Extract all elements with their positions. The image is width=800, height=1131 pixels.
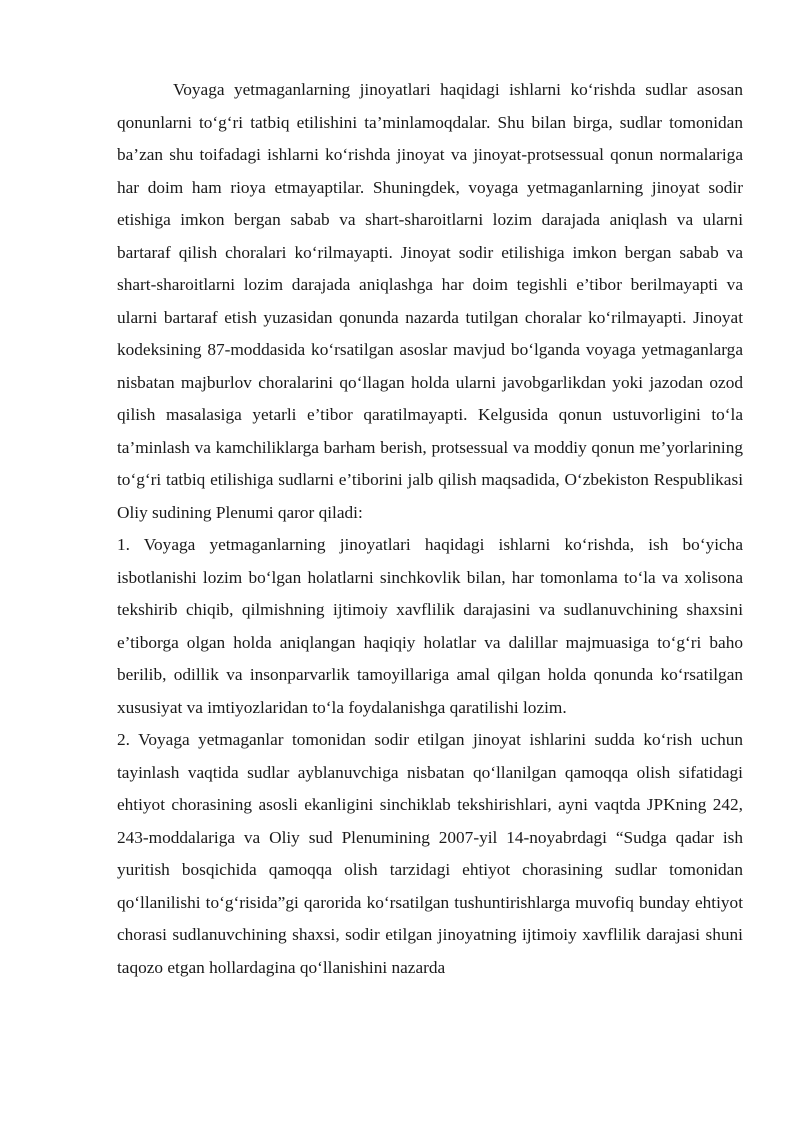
clause-1-paragraph: 1. Voyaga yetmaganlarning jinoyatlari haqidagi ishlarni ko‘rishda, ish bo‘yicha isbotlanishi lozim bo‘lgan holatlarni sinchkovlik bilan, har tomonlama to‘la va xolisona tekshirib chiqib, qilmishning ijtimoiy xavflilik darajasini va sudlanuvchining shaxsini e’tiborga olgan holda aniqlangan haqiqiy holatlar va dalillar majmuasiga to‘g‘ri baho berilib, odillik va insonparvarlik tamoyillariga amal qilgan holda qonunda ko‘rsatilgan xususiyat va imtiyozlaridan to‘la foydalanishga qaratilishi lozim. [117, 535, 743, 717]
document-body [117, 74, 743, 984]
clause-2-paragraph: 2. Voyaga yetmaganlar tomonidan sodir etilgan jinoyat ishlarini sudda ko‘rish uchun tayinlash vaqtida sudlar ayblanuvchiga nisbatan qo‘llanilgan qamoqqa olish sifatidagi ehtiyot chorasining asosli ekanligini sinchiklab tekshirishlari, ayni vaqtda JPKning 242, 243-moddalariga va Oliy sud Plenumining 2007-yil 14-noyabrdagi “Sudga qadar ish yuritish bosqichida qamoqqa olish tarzidagi ehtiyot chorasining sudlar tomonidan qo‘llanilishi to‘g‘risida”gi qarorida ko‘rsatilgan tushuntirishlarga muvofiq bunday ehtiyot chorasi sudlanuvchining shaxsi, sodir etilgan jinoyatning ijtimoiy xavflilik darajasi shuni taqozo etgan hollardagina qo‘llanishini nazarda [117, 730, 743, 977]
intro-paragraph: Voyaga yetmaganlarning jinoyatlari haqidagi ishlarni ko‘rishda sudlar asosan qonunlarni to‘g‘ri tatbiq etilishini ta’minlamoqdalar. Shu bilan birga, sudlar tomonidan ba’zan shu toifadagi ishlarni ko‘rishda jinoyat va jinoyat-protsessual qonun normalariga har doim ham rioya etmayaptilar. Shuningdek, voyaga yetmaganlarning jinoyat sodir etishiga imkon bergan sabab va shart-sharoitlarni lozim darajada aniqlash va ularni bartaraf qilish choralari ko‘rilmayapti. Jinoyat sodir etilishiga imkon bergan sabab va shart-sharoitlarni lozim darajada aniqlashga har doim tegishli e’tibor berilmayapti va ularni bartaraf etish yuzasidan qonunda nazarda tutilgan choralar ko‘rilmayapti. Jinoyat kodeksining 87-moddasida ko‘rsatilgan asoslar mavjud bo‘lganda voyaga yetmaganlarga nisbatan majburlov choralarini qo‘llagan holda ularni javobgarlikdan yoki jazodan ozod qilish masalasiga yetarli e’tibor qaratilmayapti. Kelgusida qonun ustuvorligini to‘la ta’minlash va kamchiliklarga barham berish, protsessual va moddiy qonun me’yorlarining to‘g‘ri tatbiq etilishiga sudlarni e’tiborini jalb qilish maqsadida, O‘zbekiston Respublikasi Oliy sudining Plenumi qaror qiladi: [117, 80, 743, 522]
